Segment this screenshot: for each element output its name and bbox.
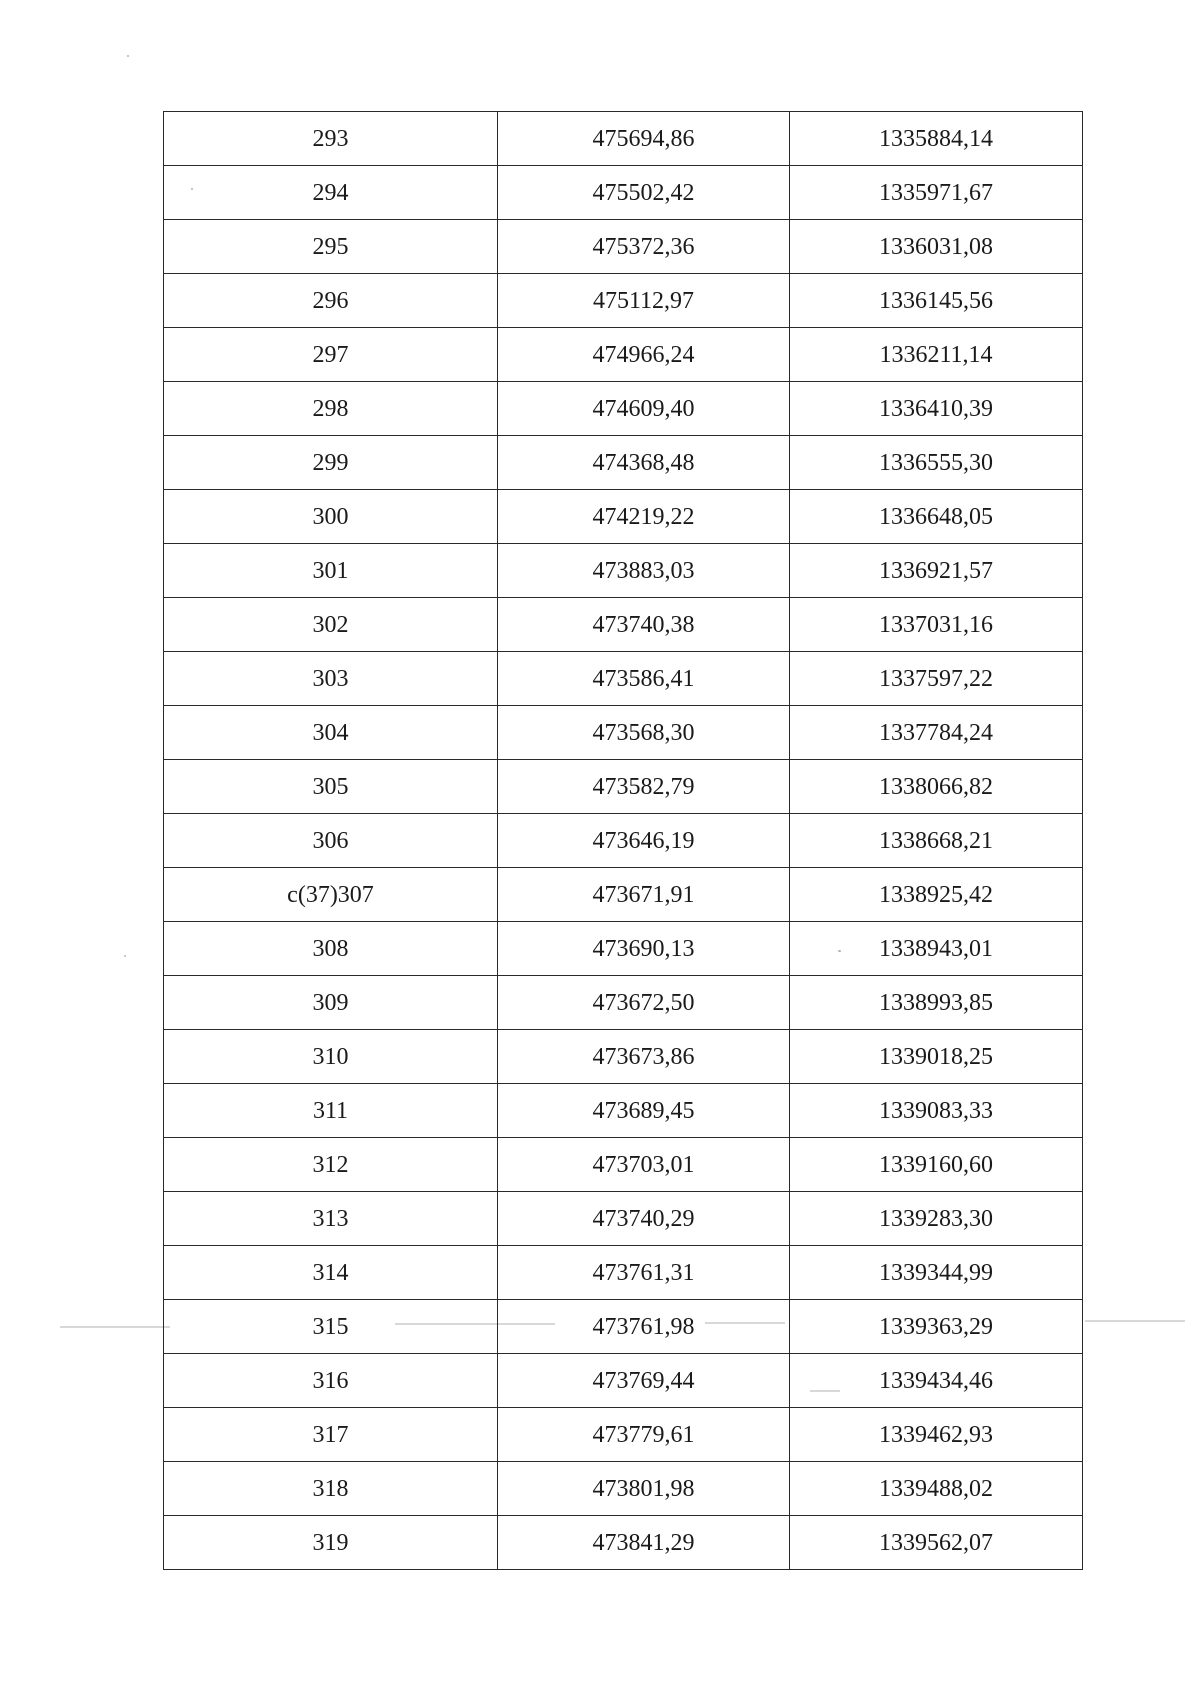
point-number-cell: 293 [164, 112, 498, 166]
scan-smudge [60, 1326, 170, 1328]
table-row [164, 1300, 1083, 1354]
point-number-cell: 302 [164, 598, 498, 652]
point-number-cell: 301 [164, 544, 498, 598]
point-number-cell: 309 [164, 976, 498, 1030]
point-number-cell: 314 [164, 1246, 498, 1300]
y-coordinate-cell: 1339160,60 [790, 1138, 1083, 1192]
point-number-cell: 315 [164, 1300, 498, 1354]
y-coordinate-cell: 1339562,07 [790, 1516, 1083, 1570]
table-row [164, 1246, 1083, 1300]
y-coordinate-cell: 1336555,30 [790, 436, 1083, 490]
point-number-cell: 313 [164, 1192, 498, 1246]
x-coordinate-cell: 473883,03 [498, 544, 790, 598]
table-row [164, 1354, 1083, 1408]
point-number-cell: 319 [164, 1516, 498, 1570]
table-row [164, 490, 1083, 544]
y-coordinate-cell: 1339488,02 [790, 1462, 1083, 1516]
y-coordinate-cell: 1339363,29 [790, 1300, 1083, 1354]
point-number-cell: 296 [164, 274, 498, 328]
scan-speck [124, 955, 126, 957]
point-number-cell: 310 [164, 1030, 498, 1084]
scan-smudge [1085, 1320, 1185, 1322]
x-coordinate-cell: 473841,29 [498, 1516, 790, 1570]
y-coordinate-cell: 1337784,24 [790, 706, 1083, 760]
y-coordinate-cell: 1337597,22 [790, 652, 1083, 706]
point-number-cell: 297 [164, 328, 498, 382]
table-row [164, 922, 1083, 976]
table-row [164, 1408, 1083, 1462]
y-coordinate-cell: 1338943,01 [790, 922, 1083, 976]
point-number-cell: 316 [164, 1354, 498, 1408]
y-coordinate-cell: 1339434,46 [790, 1354, 1083, 1408]
y-coordinate-cell: 1336145,56 [790, 274, 1083, 328]
y-coordinate-cell: 1338993,85 [790, 976, 1083, 1030]
x-coordinate-cell: 473740,38 [498, 598, 790, 652]
point-number-cell: 295 [164, 220, 498, 274]
x-coordinate-cell: 473568,30 [498, 706, 790, 760]
y-coordinate-cell: 1339344,99 [790, 1246, 1083, 1300]
table-row [164, 598, 1083, 652]
point-number-cell: 306 [164, 814, 498, 868]
x-coordinate-cell: 475112,97 [498, 274, 790, 328]
x-coordinate-cell: 475372,36 [498, 220, 790, 274]
table-row [164, 328, 1083, 382]
y-coordinate-cell: 1339018,25 [790, 1030, 1083, 1084]
table-row [164, 868, 1083, 922]
point-number-cell: 300 [164, 490, 498, 544]
table-row [164, 1516, 1083, 1570]
point-number-cell: 303 [164, 652, 498, 706]
x-coordinate-cell: 473671,91 [498, 868, 790, 922]
x-coordinate-cell: 474368,48 [498, 436, 790, 490]
x-coordinate-cell: 475694,86 [498, 112, 790, 166]
table-row [164, 706, 1083, 760]
x-coordinate-cell: 474966,24 [498, 328, 790, 382]
table-row [164, 274, 1083, 328]
point-number-cell: 305 [164, 760, 498, 814]
y-coordinate-cell: 1338066,82 [790, 760, 1083, 814]
table-row [164, 544, 1083, 598]
x-coordinate-cell: 473761,98 [498, 1300, 790, 1354]
x-coordinate-cell: 473672,50 [498, 976, 790, 1030]
table-row [164, 814, 1083, 868]
y-coordinate-cell: 1336921,57 [790, 544, 1083, 598]
point-number-cell: 294 [164, 166, 498, 220]
x-coordinate-cell: 473690,13 [498, 922, 790, 976]
table-row [164, 1462, 1083, 1516]
y-coordinate-cell: 1339462,93 [790, 1408, 1083, 1462]
y-coordinate-cell: 1336031,08 [790, 220, 1083, 274]
y-coordinate-cell: 1336648,05 [790, 490, 1083, 544]
y-coordinate-cell: 1336410,39 [790, 382, 1083, 436]
y-coordinate-cell: 1335971,67 [790, 166, 1083, 220]
x-coordinate-cell: 473646,19 [498, 814, 790, 868]
table-row [164, 166, 1083, 220]
x-coordinate-cell: 474219,22 [498, 490, 790, 544]
point-number-cell: 312 [164, 1138, 498, 1192]
point-number-cell: 311 [164, 1084, 498, 1138]
x-coordinate-cell: 473582,79 [498, 760, 790, 814]
table-row [164, 436, 1083, 490]
point-number-cell: 299 [164, 436, 498, 490]
table-row [164, 976, 1083, 1030]
table-row [164, 382, 1083, 436]
table-row [164, 1030, 1083, 1084]
x-coordinate-cell: 475502,42 [498, 166, 790, 220]
coordinates-table [163, 111, 1083, 1570]
x-coordinate-cell: 473703,01 [498, 1138, 790, 1192]
y-coordinate-cell: 1339283,30 [790, 1192, 1083, 1246]
table-row [164, 1084, 1083, 1138]
x-coordinate-cell: 473673,86 [498, 1030, 790, 1084]
table-row [164, 220, 1083, 274]
y-coordinate-cell: 1338668,21 [790, 814, 1083, 868]
y-coordinate-cell: 1338925,42 [790, 868, 1083, 922]
y-coordinate-cell: 1335884,14 [790, 112, 1083, 166]
table-row [164, 1138, 1083, 1192]
y-coordinate-cell: 1339083,33 [790, 1084, 1083, 1138]
x-coordinate-cell: 473586,41 [498, 652, 790, 706]
x-coordinate-cell: 473779,61 [498, 1408, 790, 1462]
table-row [164, 760, 1083, 814]
x-coordinate-cell: 473689,45 [498, 1084, 790, 1138]
table-row [164, 112, 1083, 166]
x-coordinate-cell: 473801,98 [498, 1462, 790, 1516]
y-coordinate-cell: 1336211,14 [790, 328, 1083, 382]
table-row [164, 652, 1083, 706]
point-number-cell: 308 [164, 922, 498, 976]
x-coordinate-cell: 473740,29 [498, 1192, 790, 1246]
x-coordinate-cell: 473769,44 [498, 1354, 790, 1408]
y-coordinate-cell: 1337031,16 [790, 598, 1083, 652]
x-coordinate-cell: 473761,31 [498, 1246, 790, 1300]
scan-speck [127, 55, 129, 57]
point-number-cell: c(37)307 [164, 868, 498, 922]
x-coordinate-cell: 474609,40 [498, 382, 790, 436]
table-row [164, 1192, 1083, 1246]
point-number-cell: 298 [164, 382, 498, 436]
point-number-cell: 317 [164, 1408, 498, 1462]
point-number-cell: 318 [164, 1462, 498, 1516]
point-number-cell: 304 [164, 706, 498, 760]
